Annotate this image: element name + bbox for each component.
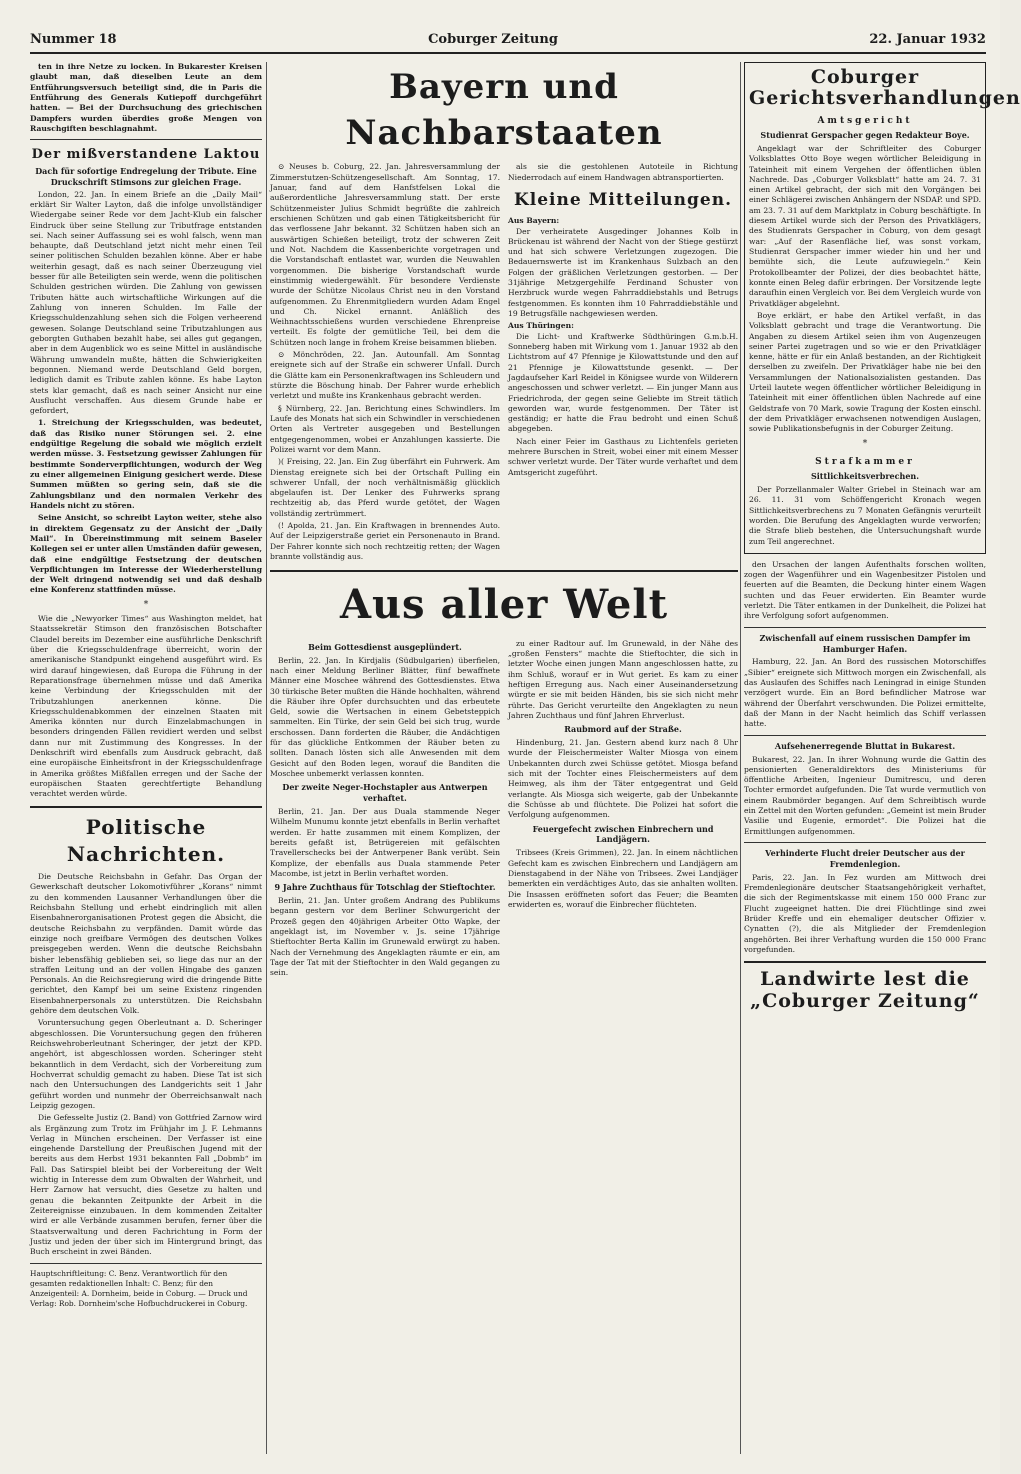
welt-right-column	[508, 639, 738, 981]
column-middle	[270, 62, 738, 1454]
welt-article: Hindenburg, 21. Jan. Gestern abend kurz nach 8 Uhr wurde der Fleischermeister Walter Miosga von einem Unbekannten durch zwei Schüsse getötet. Miosga befand sich mit der Tochter eines Fleischermeisters auf dem Heimweg, als ihm der Täter entgegentrat und Geld verlangte. Als Miosga sich weigerte, gab der Unbekannte die Schüsse ab und flüchtete. Die Polizei hat sofort die Verfolgung aufgenommen.	[508, 738, 738, 820]
welt-section	[270, 639, 738, 981]
welt-subheadline: Feuergefecht zwischen Einbrechern und Landjägern.	[532, 823, 714, 845]
sittlichkeit-subheadline: Sittlichkeitsverbrechen.	[810, 471, 920, 482]
divider	[30, 139, 262, 140]
kleine-item: Die Licht- und Kraftwerke Südthüringen G.m.b.H. Sonneberg haben mit Wirkung vom 1. Januar 1932 ab den Lichtstrom auf 47 Pfennige je Kilowattstunde und den auf 21 Pfennige je Kilowattstunde gesenkt. — Der Jagdaufseher Karl Reidel in Königsee wurde von Wilderern angeschossen und schwer verletzt. — Ein junger Mann aus Friedrichroda, der gegen seine Geliebte im Streit tätlich geworden war, wurde festgenommen. Der Täter ist geständig; er hatte die Frau bedroht und einen Schuß abgegeben.	[508, 331, 738, 434]
divider	[744, 961, 986, 963]
column-right	[744, 62, 1021, 1454]
divider	[30, 806, 262, 808]
newspaper-name: Coburger Zeitung	[428, 31, 558, 47]
strafkammer-body: Der Porzellanmaler Walter Griebel in Steinach war am 26. 11. 31 vom Schöffengericht Kronach wegen Sittlichkeitsverbrechens zu 7 Monaten Gefängnis verurteilt worden. Die Berufung des Angeklagten wurde verworfen; die Strafe blieb bestehen, die Untersuchungshaft wurde zum Teil angerechnet.	[749, 484, 981, 546]
imprint: Hauptschriftleitung: C. Benz. Verantwortlich für den gesamten redaktionellen Inhalt: C. Benz; für den Anzeigenteil: A. Dornheim, beide in Coburg. — Druck und Verlag: Rob. Dornheim'sche Hofbuchdruckerei in Coburg.	[30, 1268, 248, 1308]
bayern-item: ⊙ Neuses b. Coburg, 22. Jan. Jahresversammlung der Zimmerstutzen-Schützengesellschaft. Am Sonntag, 17. Januar, fand auf dem Hanfstfelsen Lokal die außerordentliche Jahresversammlung statt. Der erste Schützenmeister Julius Schmidt begrüßte die zahlreich erschienen Schützen und gab einen Tätigkeitsbericht für das verflossene Jahr bekannt. 32 Schützen haben sich an auswärtigen Schießen beteiligt, trotz der schweren Zeit und Not. Nachdem die Kassenberichte vorgetragen und die Vorstandschaft entlastet war, wurden die Neuwahlen vorgenommen. Die bisherige Vorstandschaft wurde einstimmig wiedergewählt. Für besondere Verdienste wurde der Schütze Nicolaus Christ neu in den Vorstand aufgenommen. Zu Ehrenmitgliedern wurden Adam Engel und Ch. Nickel ernannt. Anläßlich des Weihnachtsschießens wurden verschiedene Ehrenpreise verteilt. Es folgte der gemütliche Teil, bei dem die Schützen noch lange in frohem Kreise beisammen blieben.	[270, 162, 500, 347]
welt-subheadline: 9 Jahre Zuchthaus für Totschlag der Stieftochter.	[274, 882, 496, 893]
star-separator: *	[143, 599, 149, 610]
politische-item-scheringer: Voruntersuchung gegen Oberleutnant a. D. Scheringer abgeschlossen. Die Voruntersuchung gegen den früheren Reichswehroberleutnant Scheringer, der jetzt der KPD. angehört, ist abgeschlossen worden. Scheringer steht bekanntlich in dem Verdacht, sich der Vorbereitung zum Hochverrat schuldig gemacht zu haben. Diese Tat ist sich nach den Untersuchungen des Landgerichts seit 1 Jahr geführt worden und nunmehr der Oberreichsanwalt nach Leipzig gezogen.	[30, 1018, 262, 1110]
issue-number: Nummer 18	[30, 31, 117, 47]
aus-aller-welt-headline: Aus aller Welt	[339, 581, 669, 629]
welt-article: Tribsees (Kreis Grimmen), 22. Jan. In einem nächtlichen Gefecht kam es zwischen Einbrechern und Landjägern am Dienstagabend in der Nähe von Tribsees. Zwei Landjäger bemerkten ein verdächtiges Auto, das sie anhalten wollten. Die Insassen eröffneten sofort das Feuer; die Beamten erwiderten es, worauf die Einbrecher flüchteten.	[508, 848, 738, 909]
bayern-right-column	[508, 162, 738, 564]
kleine-item: Der verheiratete Ausgedinger Johannes Kolb in Brückenau ist während der Nacht von der Stiege gestürzt und hat sich schwere Verletzungen zugezogen. Die Bedauernswerte ist im Krankenhaus Sulzbach an den Folgen der gräßlichen Verletzungen gestorben. — Der 31jährige Metzgergehilfe Ferdinand Schuster von Herzbruck wurde wegen Fahrraddiebstahls und Betrugs festgenommen. Es konnten ihm 10 Fahrraddiebstähle und 19 Betrugsfälle nachgewiesen werden.	[508, 226, 738, 319]
issue-date: 22. Januar 1932	[869, 31, 986, 47]
welt-article: Berlin, 21. Jan. Unter großem Andrang des Publikums begann gestern vor dem Berliner Schwurgericht der Prozeß gegen den 40jährigen Arbeiter Otto Wapke, der angeklagt ist, im November v. Js. seine 17jährige Stieftochter Berta Kallin im Grunewald erwürgt zu haben. Nach der Vernehmung des Angeklagten räumte er ein, am Tage der Tat mit der Stieftochter in den Wald gegangen zu sein.	[270, 896, 500, 978]
column-rule	[266, 62, 267, 1454]
laktou-subheadline: Dach für sofortige Endregelung der Tribute. Eine Druckschrift Stimsons zur gleichen Frage.	[35, 165, 257, 187]
bayern-item: (! Apolda, 21. Jan. Ein Kraftwagen in brennendes Auto. Auf der Leipzigerstraße geriet ein Personenauto in Brand. Der Fahrer konnte sich noch rechtzeitig retten; der Wagen brannte vollständig aus.	[270, 521, 500, 562]
politische-item-justiz: Die Gefesselte Justiz (2. Band) von Gottfried Zarnow wird als Ergänzung zum Trotz im Frühjahr im J. F. Lehmanns Verlag in München erscheinen. Der Verfasser ist eine eingehende Darstellung der Preußischen Jugend mit der bereits aus dem Herbst 1931 bekannten Fall „Dobmb“ im Fall. Das Satirspiel bleibt bei der Vorbereitung der Welt wichtig in Interesse dem zum Obwalten der Wahrheit, und Herr Zarnow hat versucht, dies Gesetze zu halten und genau die bekannten Zeitpunkte der Arbeit in die Zeitereignisse einzubauen. In dem kommenden Zeitalter wird er alle Verbände zusammen berufen, ferner über die Staatsverwaltung und deren Fachrichtung in Form der Justiz und jeden der über sich im Hintergrund bringt, das Buch erscheint in zwei Bänden.	[30, 1113, 262, 1257]
laktou-points: 1. Streichung der Kriegsschulden, was bedeutet, daß das Risiko nuner Störungen sei. 2. eine endgültige Regelung die sobald wie möglich erzielt werden müsse. 3. Festsetzung gewisser Zahlungen für bestimmte Sonderverpflichtungen, wodurch der Weg zu einer allgemeinen Einigung gesichert werde. Diese Summen müßten so gering sein, daß sie die Zahlungsbilanz und den normalen Verkehr des Handels nicht zu stören.	[30, 418, 262, 510]
star-separator: *	[862, 438, 868, 449]
laktou-body: London, 22. Jan. In einem Briefe an die „Daily Mail“ erklärt Sir Walter Layton, daß die infolge unvollständiger Wiedergabe seiner Rede vor dem Jacht-Klub ein falscher Eindruck über seine Stellung zur Tributfrage entstanden sei. Nach seiner Auffassung sei es wohl falsch, wenn man behaupte, daß Deutschland jetzt nicht mehr einen Teil seiner politischen Schulden bezahlen könne. Aber er habe weiterhin gesagt, daß es nach seiner Überzeugung viel besser für alle Beteiligten sein werde, wenn die politischen Schulden gestrichen würden. Die Zahlung von gewissen Tributen hätte auch wirtschaftliche Wirkungen auf die Zahlung von inneren Schulden. Im Falle der Kriegsschuldenzahlung sehen sich die Folgen verheerend gewesen. Solange Deutschland seine Tributzahlungen aus geborgten Guthaben bezahlt habe, sei alles gut gegangen, aber in dem Augenblick wo es seine Mittel in ausländische Währung umwandeln mußte, hätten die Schwierigkeiten begonnen. Niemand werde Deutschland Geld borgen, lediglich damit es Tribute zahlen könne. Es habe Layton stets klar gemacht, daß es nach seiner Ansicht nur eine Ausflucht verschaffen. Aus diesem Grunde habe er gefordert,	[30, 189, 262, 416]
kleine-region-thueringen: Aus Thüringen:	[508, 321, 574, 331]
divider	[744, 627, 986, 628]
court-headline: Coburger Gerichtsverhandlungen	[749, 66, 1021, 109]
shooting-article: den Ursachen der langen Aufenthalts forschen wollten, zogen der Wagenführer und ein Wagenbesitzer Pistolen und feuerten auf die Beamten, die Deckung hinter einem Wagen suchten und das Feuer erwiderten. Ein Beamter wurde verletzt. Die Täter entkamen in der Dunkelheit, die Polizei hat ihre Verfolgung sofort aufgenommen.	[744, 559, 986, 621]
laktou-headline: Der mißverstandene Laktou	[31, 147, 261, 163]
court-body-2: Boye erklärt, er habe den Artikel verfaßt, in das Volksblatt gebracht und trage die Verantwortung. Die Angaben zu diesem Artikel seien ihm von Augenzeugen seiner Partei zugetragen und so wie er den Privatkläger kenne, hätte er für ein Anlaß bestanden, an der Richtigkeit derselben zu zweifeln. Der Privatkläger habe nie bei den Versammlungen der Nationalsozialisten gestanden. Das Urteil lautete wegen öffentlicher wörtlicher Beleidigung in Tateinheit mit einer öffentlichen üblen Nachrede auf eine Geldstrafe von 70 Mark, sowie Tragung der Kosten einschl. der dem Privatkläger erwachsenen notwendigen Auslagen, sowie Publikationsbefugnis in der Coburger Zeitung.	[749, 310, 981, 434]
welt-article: Berlin, 21. Jan. Der aus Duala stammende Neger Wilhelm Munumu konnte jetzt ebenfalls in Berlin verhaftet werden. Er hatte zusammen mit einem Komplizen, der bereits gefaßt ist, Betrügereien mit gefälschten Travellerschecks bei der Antwerpener Bank verübt. Sein Komplize, der ebenfalls aus Duala stammende Peter Macombe, ist jetzt in Berlin verhaftet worden.	[270, 807, 500, 878]
divider	[30, 1263, 262, 1264]
landwirte-advert: Landwirte lest die „Coburger Zeitung“	[750, 968, 980, 1013]
flucht-article: Paris, 22. Jan. In Fez wurden am Mittwoch drei Fremdenlegionäre deutscher Staatsangehörigkeit verhaftet, die sich der Regimentskasse mit einem 150 000 Franc zur Flucht zugeeignet hatten. Die drei Flüchtlinge sind zwei Brüder Kreffe und ein ehemaliger deutscher Offizier v. Cynatten (?), die als Mitglieder der Fremdenlegion angehörten. Bei ihrer Verhaftung wurden die 150 000 Franc vorgefunden.	[744, 872, 986, 954]
politische-item-reichsbahn: Die Deutsche Reichsbahn in Gefahr. Das Organ der Gewerkschaft deutscher Lokomotivführer „Korans“ nimmt zu den kommenden Lausanner Verhandlungen über die Reichsbahn Stellung und erhebt eindringlich mit allen Eisenbahnerorganisationen Protest gegen die Absicht, die deutsche Reichsbahn zu verpfänden. Damit würde das einzige noch greifbare Vermögen des deutschen Volkes preisgegeben werden. Wenn die deutsche Reichsbahn bisher lebensfähig geblieben sei, so liege das nur an der straffen Leitung und an der vollen Hingabe des ganzen Personals. An die Reichsregierung wird die dringende Bitte gerichtet, den Kampf bei um seine Existenz ringenden Eisenbahnerpersonals zu unterstützen. Die Reichsbahn gehöre dem deutschen Volk.	[30, 872, 262, 1016]
divider	[744, 842, 986, 843]
welt-article: zu einer Radtour auf. Im Grunewald, in der Nähe des „großen Fensters“ machte die Stieftochter, die sich in letzter Woche einen jungen Mann angeschlossen hatte, zu ihm Schluß, worauf er in Wut geriet. Es kam zu einer heftigen Erregung aus. Nach einer Auseinandersetzung würgte er sie mit beiden Händen, bis sie sich nicht mehr rührte. Das Gericht verurteilte den Angeklagten zu neun Jahren Zuchthaus und fünf Jahren Ehrverlust.	[508, 638, 738, 720]
kleine-headline: Kleine Mitteilungen.	[513, 190, 732, 211]
kleine-region-bayern: Aus Bayern:	[508, 216, 560, 226]
bayern-headline: Bayern und Nachbarstaaten	[345, 67, 663, 154]
bayern-left-column	[270, 162, 500, 564]
bayern-item: ⊙ Mönchröden, 22. Jan. Autounfall. Am Sonntag ereignete sich auf der Straße ein schwerer Unfall. Durch die Glätte kam ein Personenkraftwagen ins Schleudern und stürzte die Böschung hinab. Der Fahrer wurde erheblich verletzt und mußte ins Krankenhaus gebracht werden.	[270, 350, 500, 401]
bukarest-headline: Aufsehenerregende Bluttat in Bukarest.	[774, 740, 956, 751]
column-left	[30, 62, 262, 1454]
dampfer-headline: Zwischenfall auf einem russischen Dampfer im Hamburger Hafen.	[759, 632, 971, 654]
court-box	[744, 62, 1021, 554]
politische-headline: Politische Nachrichten.	[66, 814, 226, 866]
welt-subheadline: Beim Gottesdienst ausgeplündert.	[308, 641, 462, 652]
nyt-article: Wie die „Newyorker Times“ aus Washington meldet, hat Staatssekretär Stimson den französischen Botschafter Claudel bereits im Dezember eine ausführliche Denkschrift über die Kriegsschuldenfrage überreicht, worin der amerikanische Standpunkt eingehend ausgeführt wird. Es wird darauf hingewiesen, daß Europa die Führung in der Reparationsfrage übernehmen müsse und daß Amerika keine Verbindung der Kriegsschulden mit der Tributzahlungen anerkennen könne. Die Kriegsschuldenabkommen der einzelnen Staaten mit Amerika könnten nur durch Einzelabmachungen in besonders dringenden Fällen revidiert werden und selbst dann nur mit Zustimmung des Kongresses. In der Denkschrift wird ebenfalls zum Ausdruck gebracht, daß eine europäische Einheitsfront in der Kriegsschuldenfrage in Amerika größtes Mißfallen erregen und der Sache der europäischen Staaten gerechtfertigte Behandlung verachtet werden würde.	[30, 614, 262, 799]
strafkammer-label: Strafkammer	[815, 456, 915, 467]
welt-subheadline: Raubmord auf der Straße.	[564, 724, 682, 735]
kleine-item: als sie die gestohlenen Autoteile in Richtung Niederrodach auf einem Handwagen abtransportierten.	[508, 162, 738, 182]
dampfer-article: Hamburg, 22. Jan. An Bord des russischen Motorschiffes „Sibier“ ereignete sich Mittwoch morgen ein Zwischenfall, als das Auslaufen des Schiffes nach Leningrad in einige Stunden verzögert wurde. Ein an Bord befindlicher Matrose war während der Überfahrt verschwunden. Die Polizei ermittelte, daß der Mann in der Nacht heimlich das Schiff verlassen hatte.	[744, 657, 986, 729]
bayern-item: § Nürnberg, 22. Jan. Berichtung eines Schwindlers. Im Laufe des Monats hat sich ein Schwindler in verschiedenen Orten als Vertreter ausgegeben und Bestellungen entgegengenommen, wobei er Anzahlungen kassierte. Die Polizei warnt vor dem Mann.	[270, 403, 500, 454]
court-subheadline: Studienrat Gerspacher gegen Redakteur Boye.	[760, 130, 970, 141]
flucht-headline: Verhinderte Flucht dreier Deutscher aus der Fremdenlegion.	[765, 848, 965, 869]
amtsgericht-label: Amtsgericht	[817, 115, 913, 126]
laktou-conclusion: Seine Ansicht, so schreibt Layton weiter, stehe also in direktem Gegensatz zu der Ansicht der „Daily Mail“. In Übereinstimmung mit seinem Baseler Kollegen sei er unter allen Umständen dafür gewesen, daß eine endgültige Festsetzung der deutschen Verpflichtungen im Interesse der Wiederherstellung der Welt dringend notwendig sei und daß deshalb eine Konferenz stattfinden müsse.	[30, 513, 262, 595]
divider	[744, 735, 986, 736]
court-body: Angeklagt war der Schriftleiter des Coburger Volksblattes Otto Boye wegen wörtlicher Beleidigung in Tateinheit mit einem Vergehen der öffentlichen üblen Nachrede. Das „Coburger Volksblatt“ hatte am 24. 7. 31 einen Artikel gebracht, der sich mit den Vorgängen bei einer Schlägerei zwischen Anhängern der NSDAP. und SPD. am 23. 7. 31 auf dem Marktplatz in Coburg beschäftigte. In diesem Artikel wurde sich der Person des Privatklägers, des Studienrats Gerspacher in Coburg, von dem gesagt war: „Auf der Rasenfläche lief, was sonst vorkam, Studienrat Gerspacher immer wieder hin und her und bemühte sich, die Leute aufzuwiegeln.“ Kein Protokollbeamter der Polizei, der dies beobachtet hätte, konnte einen Beleg dafür erbringen. Der Vorsitzende legte daraufhin einen Vergleich vor. Bei dem Vergleich wurde von Privatkläger abgelehnt.	[749, 143, 981, 308]
column-rule	[740, 62, 741, 1454]
welt-subheadline: Der zweite Neger-Hochstapler aus Antwerpen verhaftet.	[282, 782, 488, 804]
divider	[270, 570, 738, 572]
bayern-item: )( Freising, 22. Jan. Ein Zug überfährt ein Fuhrwerk. Am Dienstag ereignete sich bei der Ortschaft Pulling ein schwerer Unfall, der noch verhältnismäßig glücklich abgelaufen ist. Der Lenker des Fuhrwerks sprang rechtzeitig ab, das Pferd wurde getötet, der Wagen vollständig zertrümmert.	[270, 457, 500, 518]
bayern-section	[270, 162, 738, 564]
intro-paragraph: ten in ihre Netze zu locken. In Bukarester Kreisen glaubt man, daß dieselben Leute an dem Entführungsversuch beteiligt sind, die in Paris die Entführung des Generals Kutiepoff durchgeführt hatten. — Bei der Durchsuchung des griechischen Dampfers wurden überdies große Mengen von Rauschgiften beschlagnahmt.	[30, 62, 262, 133]
welt-article: Berlin, 22. Jan. In Kirdjalis (Südbulgarien) überfielen, nach einer Meldung Berliner Blätter, fünf bewaffnete Männer eine Moschee während des Gottesdienstes. Etwa 30 türkische Beter mußten die Hände hochhalten, während die Räuber ihre Opfer durchsuchten und das erbeutete Geld, sowie die Wertsachen in einem Gebetsteppich sammelten. Ein Türke, der sein Geld bei sich trug, wurde erschossen. Dann forderten die Räuber, die Andächtigen für das glückliche Entkommen der Räuber beten zu sollten. Danach lösten sich alle Anwesenden mit dem Gesicht auf den Boden legen, worauf die Banditen die Moschee unbemerkt verlassen konnten.	[270, 655, 500, 779]
bukarest-article: Bukarest, 22. Jan. In ihrer Wohnung wurde die Gattin des pensionierten Generaldirektors des Ministeriums für öffentliche Arbeiten, Ingenieur Dumitrescu, und deren Tochter ermordet aufgefunden. Die Tat wurde vermutlich von einem Raubmörder begangen. Auf dem Schreibtisch wurde ein Zettel mit den Worten gefunden: „Gemeint ist mein Bruder Vasilie und Eugenie, ermordet“. Die Polizei hat die Ermittlungen aufgenommen.	[744, 754, 986, 836]
kleine-item: Nach einer Feier im Gasthaus zu Lichtenfels gerieten mehrere Burschen in Streit, wobei einer mit einem Messer schwer verletzt wurde. Der Täter wurde verhaftet und dem Amtsgericht zugeführt.	[508, 436, 738, 477]
welt-left-column	[270, 639, 500, 981]
page-header	[30, 30, 986, 54]
